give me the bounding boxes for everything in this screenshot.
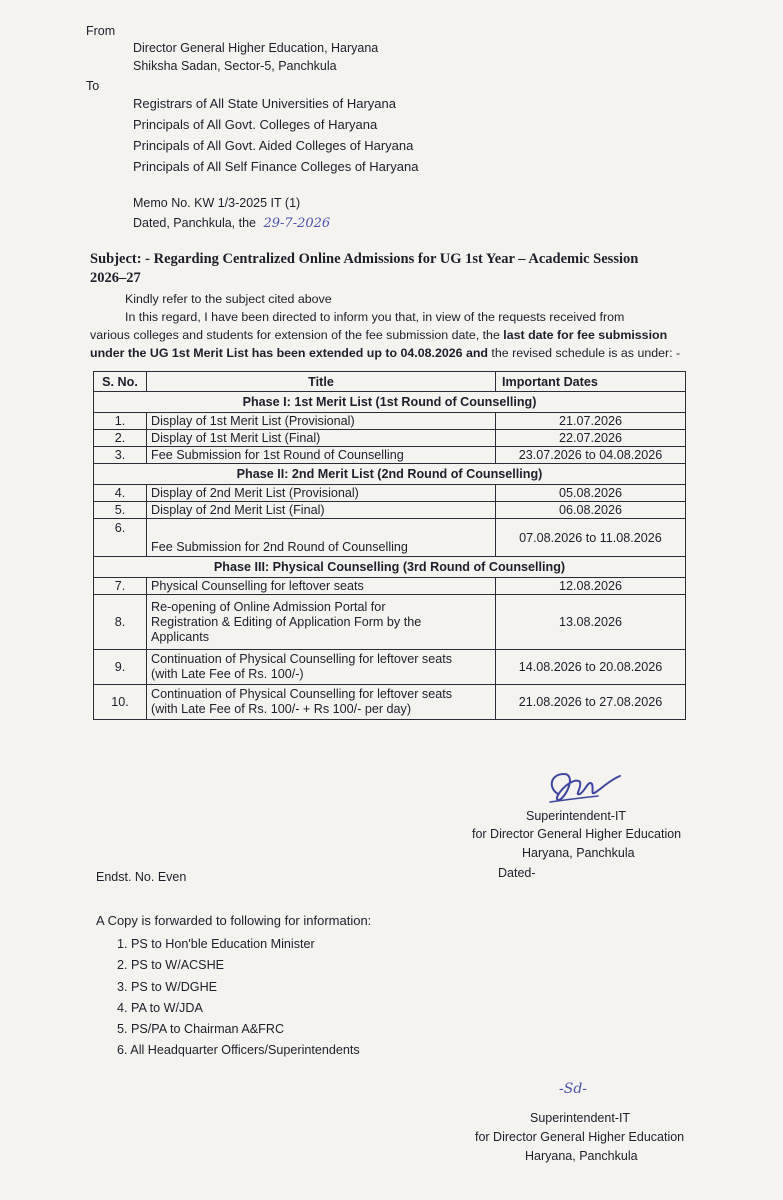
list-item: 3. PS to W/DGHE: [117, 979, 218, 994]
list-item: 5. PS/PA to Chairman A&FRC: [117, 1022, 285, 1037]
header-title: Title: [147, 372, 496, 392]
sd-mark: -Sd-: [559, 1081, 588, 1097]
to-line: Principals of All Govt. Aided Colleges of Haryana: [133, 138, 414, 153]
memo-date-handwritten: 29-7-2026: [263, 216, 331, 231]
cell-date: 23.07.2026 to 04.08.2026: [496, 447, 686, 464]
cell-date: 06.08.2026: [496, 502, 686, 519]
signatory-title: Superintendent-IT: [526, 809, 627, 823]
signature-scribble-icon: [540, 768, 630, 810]
header-sno: S. No.: [94, 372, 147, 392]
list-item: 6. All Headquarter Officers/Superintendents: [117, 1043, 360, 1058]
cell-title-line: Registration & Editing of Application Form by the: [151, 614, 422, 629]
phase-title: Phase III: Physical Counselling (3rd Round of Counselling): [94, 557, 686, 578]
phase-row: [94, 557, 686, 578]
cell-sno: 6.: [94, 519, 147, 557]
body-paragraph-line: In this regard, I have been directed to inform you that, in view of the requests received from: [125, 310, 625, 324]
cell-title: [147, 685, 496, 720]
cell-sno: 7.: [94, 578, 147, 595]
cell-date: 22.07.2026: [496, 430, 686, 447]
cell-title: Display of 2nd Merit List (Provisional): [147, 485, 496, 502]
list-item: 4. PA to W/JDA: [117, 1000, 203, 1015]
phase-title: Phase II: 2nd Merit List (2nd Round of Counselling): [94, 464, 686, 485]
list-item: 1. PS to Hon'ble Education Minister: [117, 937, 315, 951]
cell-sno: 9.: [94, 650, 147, 685]
to-line: Principals of All Self Finance Colleges of Haryana: [133, 159, 419, 174]
table-row: [94, 447, 686, 464]
table-row: [94, 595, 686, 650]
signature-dated: Dated-: [498, 866, 536, 880]
cell-title-line: Continuation of Physical Counselling for leftover seats: [151, 652, 453, 666]
cell-title-line: Continuation of Physical Counselling for leftover seats: [151, 687, 453, 701]
cell-sno: 1.: [94, 413, 147, 430]
cell-date: 14.08.2026 to 20.08.2026: [496, 650, 686, 685]
cell-sno: 8.: [94, 595, 147, 650]
cell-title-line: Re-opening of Online Admission Portal for: [151, 599, 386, 614]
cell-date: 05.08.2026: [496, 485, 686, 502]
endst-number: Endst. No. Even: [96, 870, 187, 884]
signatory-line: Haryana, Panchkula: [525, 1149, 638, 1163]
cell-title-line: Applicants: [151, 629, 210, 644]
header-dates: Important Dates: [496, 372, 686, 392]
cell-title: Display of 2nd Merit List (Final): [147, 502, 496, 519]
table-row: [94, 485, 686, 502]
cell-date: 21.08.2026 to 27.08.2026: [496, 685, 686, 720]
body-refer: Kindly refer to the subject cited above: [125, 292, 332, 306]
cell-title: [147, 650, 496, 685]
cell-date: 13.08.2026: [496, 595, 686, 650]
cell-date: 12.08.2026: [496, 578, 686, 595]
subject-line: Subject: - Regarding Centralized Online Admissions for UG 1st Year – Academic Session: [90, 251, 639, 267]
table-row: [94, 578, 686, 595]
from-line: Director General Higher Education, Haryana: [133, 41, 379, 55]
body-text-bold: last date for fee submission: [503, 328, 668, 342]
from-label: From: [86, 24, 116, 38]
cell-sno: 4.: [94, 485, 147, 502]
subject-line: 2026–27: [90, 270, 141, 286]
cell-title: Fee Submission for 2nd Round of Counselling: [147, 519, 496, 557]
table-row: [94, 430, 686, 447]
phase-row: [94, 392, 686, 413]
copy-intro: A Copy is forwarded to following for information:: [96, 913, 372, 928]
cell-date: 21.07.2026: [496, 413, 686, 430]
table-row: [94, 685, 686, 720]
cell-sno: 3.: [94, 447, 147, 464]
cell-title: Display of 1st Merit List (Final): [147, 430, 496, 447]
body-text-bold: under the UG 1st Merit List has been extended up to 04.08.2026 and: [90, 346, 488, 360]
table-row: [94, 413, 686, 430]
body-text-segment: various colleges and students for extension of the fee submission date, the: [90, 328, 504, 342]
cell-sno: 5.: [94, 502, 147, 519]
signatory-line: for Director General Higher Education: [472, 827, 682, 841]
body-text-segment: the revised schedule is as under: -: [487, 346, 681, 360]
memo-date-prefix: Dated, Panchkula, the: [133, 216, 256, 230]
memo-number: Memo No. KW 1/3-2025 IT (1): [133, 196, 301, 210]
cell-title-line: (with Late Fee of Rs. 100/-): [151, 667, 304, 681]
cell-sno: 2.: [94, 430, 147, 447]
cell-title: Physical Counselling for leftover seats: [147, 578, 496, 595]
to-label: To: [86, 79, 100, 93]
copy-list: [117, 934, 360, 1062]
table-row: [94, 519, 686, 557]
table-row: [94, 650, 686, 685]
phase-row: [94, 464, 686, 485]
cell-title: Fee Submission for 1st Round of Counselling: [147, 447, 496, 464]
list-item: 2. PS to W/ACSHE: [117, 958, 225, 973]
to-line: Principals of All Govt. Colleges of Haryana: [133, 117, 378, 132]
signatory-line: Haryana, Panchkula: [522, 846, 635, 860]
signatory-line: for Director General Higher Education: [475, 1130, 685, 1144]
table-header-row: [94, 372, 686, 392]
schedule-table: [93, 371, 686, 720]
cell-title-line: (with Late Fee of Rs. 100/- + Rs 100/- per day): [151, 702, 412, 716]
memo-date: [133, 216, 330, 231]
cell-title: [147, 595, 496, 650]
to-line: Registrars of All State Universities of Haryana: [133, 96, 396, 111]
phase-title: Phase I: 1st Merit List (1st Round of Counselling): [94, 392, 686, 413]
body-paragraph-line: [90, 344, 680, 362]
cell-sno: 10.: [94, 685, 147, 720]
from-line: Shiksha Sadan, Sector-5, Panchkula: [133, 59, 337, 73]
cell-date: 07.08.2026 to 11.08.2026: [496, 519, 686, 557]
signatory-title: Superintendent-IT: [530, 1111, 631, 1125]
body-paragraph-line: [90, 326, 667, 344]
table-row: [94, 502, 686, 519]
cell-title: Display of 1st Merit List (Provisional): [147, 413, 496, 430]
